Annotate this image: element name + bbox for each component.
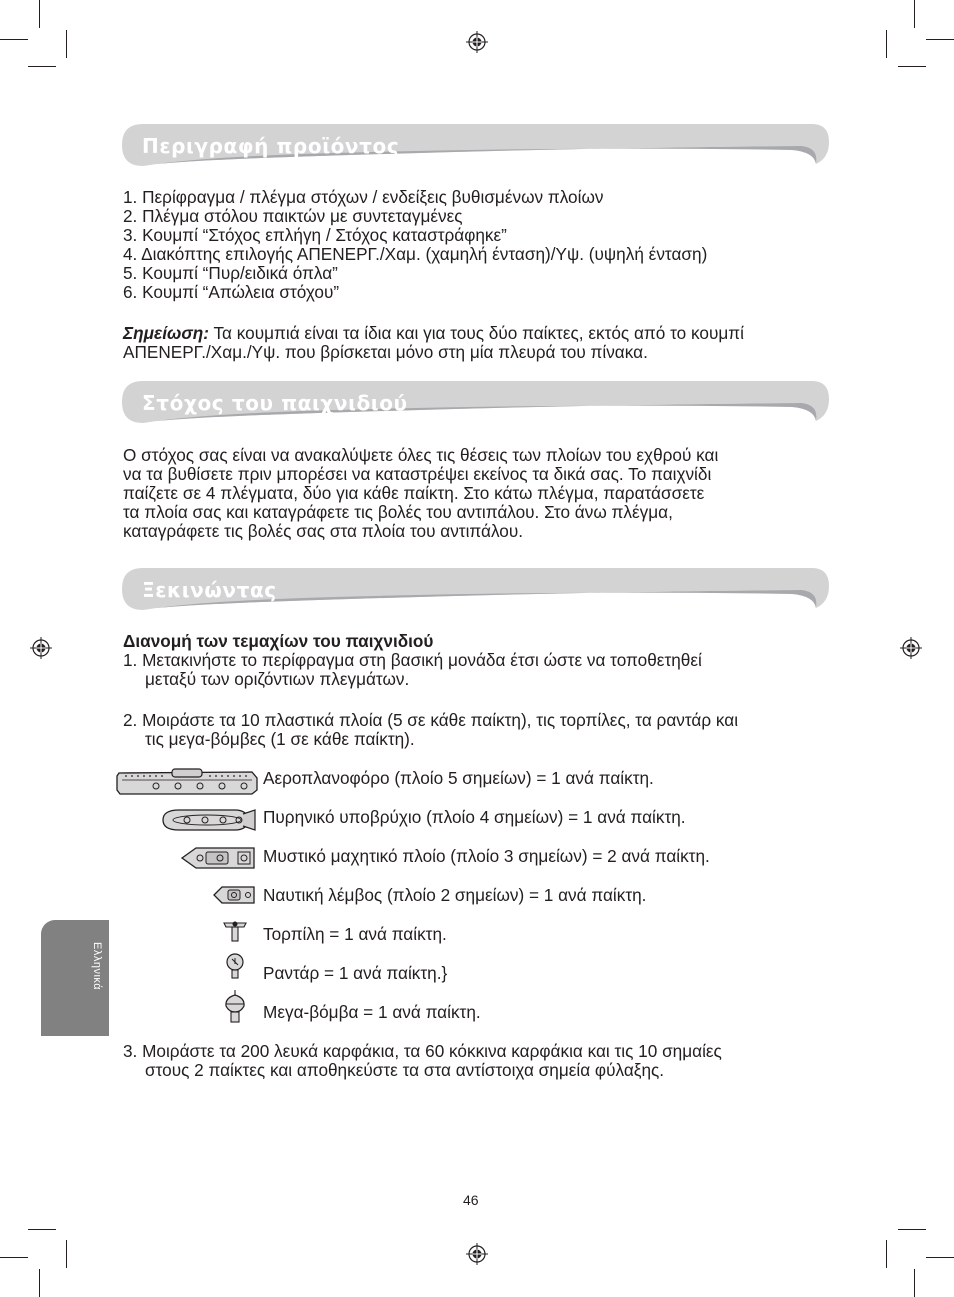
aircraft-carrier-icon [116, 768, 259, 796]
crop-mark [28, 1229, 56, 1230]
distribution-step-3 [123, 1042, 722, 1080]
distribution-step-2 [123, 711, 738, 749]
step-text: 1. Μετακινήστε το περίφραγμα στη βασική μονάδα έτσι ώστε να τοποθετηθεί [123, 650, 702, 670]
crop-mark [914, 1269, 915, 1297]
note-text: Τα κουμπιά είναι τα ίδια και για τους δύο παίκτες, εκτός από το κουμπί [208, 323, 744, 343]
section-banner-game-goal [122, 381, 830, 423]
crop-mark [926, 1257, 954, 1258]
note-text: ΑΠΕΝΕΡΓ./Χαμ./Υψ. που βρίσκεται μόνο στη μία πλευρά του πίνακα. [123, 342, 648, 362]
radar-icon [224, 952, 246, 980]
language-label: Ελληνικά [91, 942, 103, 991]
game-goal-paragraph [123, 446, 718, 541]
crop-mark [39, 0, 40, 28]
list-item: 5. Κουμπί “Πυρ/ειδικά όπλα” [123, 263, 338, 283]
note-label: Σημείωση: [123, 323, 209, 343]
step-text: 2. Μοιράστε τα 10 πλαστικά πλοία (5 σε κάθε παίκτη), τις τορπίλες, τα ραντάρ και [123, 710, 739, 730]
boat-icon [212, 884, 257, 906]
crop-mark [886, 1240, 887, 1268]
torpedo-icon [222, 919, 248, 943]
warship-icon [180, 845, 257, 871]
piece-label: Πυρηνικό υποβρύχιο (πλοίο 4 σημείων) = 1 ανά παίκτη. [263, 807, 686, 827]
step-text: 3. Μοιράστε τα 200 λευκά καρφάκια, τα 60 κόκκινα καρφάκια και τις 10 σημαίες [123, 1041, 722, 1061]
page-number: 46 [463, 1192, 479, 1208]
section-title: Ξεκινώντας [142, 578, 277, 602]
submarine-icon [157, 806, 257, 834]
paragraph-line: καταγράφετε τις βολές σας στα πλοία του αντιπάλου. [123, 521, 524, 541]
crop-mark [886, 30, 887, 58]
note-paragraph [123, 324, 744, 362]
distribution-steps [123, 632, 702, 689]
section-title: Περιγραφή προϊόντος [142, 134, 400, 158]
piece-label: Τορπίλη = 1 ανά παίκτη. [263, 924, 447, 944]
crop-mark [39, 1269, 40, 1297]
paragraph-line: να τα βυθίσετε πριν μπορέσει να καταστρέψει εκείνος τα δικά σας. Το παιχνίδι [123, 464, 712, 484]
crop-mark [66, 1240, 67, 1268]
registration-mark-icon [466, 1243, 488, 1265]
list-item: 3. Κουμπί “Στόχος επλήγη / Στόχος καταστράφηκε” [123, 225, 507, 245]
crop-mark [926, 39, 954, 40]
mega-bomb-icon [223, 990, 247, 1024]
language-tab [41, 920, 109, 1036]
list-item: 1. Περίφραγμα / πλέγμα στόχων / ενδείξεις βυθισμένων πλοίων [123, 187, 604, 207]
step-text: στους 2 παίκτες και αποθηκεύστε τα στα αντίστοιχα σημεία φύλαξης. [145, 1060, 665, 1080]
paragraph-line: τα πλοία σας και καταγράφετε τις βολές του αντιπάλου. Στο άνω πλέγμα, [123, 502, 673, 522]
crop-mark [914, 0, 915, 28]
crop-mark [0, 39, 28, 40]
list-item: 2. Πλέγμα στόλου παικτών με συντεταγμένες [123, 206, 463, 226]
crop-mark [898, 1229, 926, 1230]
step-text: τις μεγα-βόμβες (1 σε κάθε παίκτη). [145, 729, 415, 749]
list-item: 6. Κουμπί “Απώλεια στόχου” [123, 282, 340, 302]
piece-label: Αεροπλανοφόρο (πλοίο 5 σημείων) = 1 ανά παίκτη. [263, 768, 654, 788]
section-banner-getting-started [122, 568, 830, 610]
section-title: Στόχος του παιχνιδιού [142, 391, 408, 415]
registration-mark-icon [30, 637, 52, 659]
piece-label: Ραντάρ = 1 ανά παίκτη.} [263, 963, 448, 983]
product-parts-list [123, 188, 707, 302]
section-banner-product-description [122, 124, 830, 166]
crop-mark [898, 66, 926, 67]
subheading: Διανομή των τεμαχίων του παιχνιδιού [123, 631, 434, 651]
paragraph-line: Ο στόχος σας είναι να ανακαλύψετε όλες τις θέσεις των πλοίων του εχθρού και [123, 445, 719, 465]
crop-mark [66, 30, 67, 58]
piece-label: Μεγα-βόμβα = 1 ανά παίκτη. [263, 1002, 481, 1022]
piece-label: Μυστικό μαχητικό πλοίο (πλοίο 3 σημείων) = 2 ανά παίκτη. [263, 846, 710, 866]
list-item: 4. Διακόπτης επιλογής ΑΠΕΝΕΡΓ./Χαμ. (χαμηλή ένταση)/Υψ. (υψηλή ένταση) [123, 244, 708, 264]
registration-mark-icon [466, 31, 488, 53]
crop-mark [28, 66, 56, 67]
crop-mark [0, 1257, 28, 1258]
step-text: μεταξύ των οριζόντιων πλεγμάτων. [145, 669, 410, 689]
registration-mark-icon [900, 637, 922, 659]
paragraph-line: παίζετε σε 4 πλέγματα, δύο για κάθε παίκτη. Στο κάτω πλέγμα, παρατάσσετε [123, 483, 705, 503]
piece-label: Ναυτική λέμβος (πλοίο 2 σημείων) = 1 ανά παίκτη. [263, 885, 647, 905]
